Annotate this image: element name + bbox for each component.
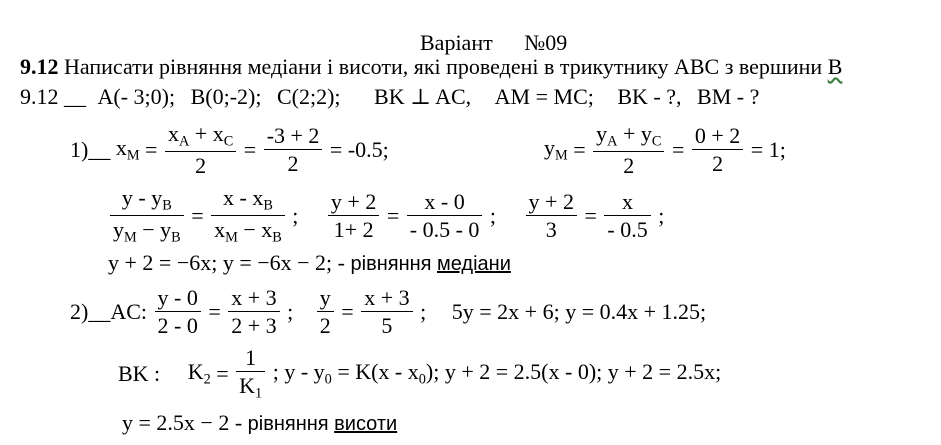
altitude-eq-text: y = 2.5x − 2 -: [122, 410, 243, 435]
median-label: рівняння: [350, 253, 432, 275]
task-number: 9.12: [20, 54, 59, 79]
ac-fraction-2: $\frac{x + 3}{2 + 3}$: [228, 286, 279, 337]
ym-symbol: $y_M$: [544, 135, 568, 164]
bk-slope-symbol: $K_2$: [187, 359, 211, 388]
given-item: BK ⊥ AC,: [374, 84, 472, 109]
given-item: BM - ?: [697, 84, 760, 109]
step2-bk-equations: BK : $K_2$ = $\frac{1}{K_1}$ ; $y - y_0 = K(x - x_0)$; y + 2 = 2.5(x - 0); y + 2 = 2.5x;: [118, 345, 722, 402]
xm-symbol: $x_M$: [115, 135, 140, 164]
ac-fraction-3: $\frac{y}{2}$: [317, 286, 334, 337]
given-item: AM = MC;: [494, 84, 594, 109]
step1-xm-formula: 1)__ $x_M$ = $\frac{x_A + x_C}{2}$ = $\frac{-3 + 2}{2}$ = -0.5;: [70, 121, 389, 179]
bk-label: BK :: [118, 360, 161, 386]
line-general-left: $\frac{y - y_B}{y_M - y_B}$: [110, 186, 184, 246]
given-item: C(2;2);: [276, 84, 341, 109]
line-sub1-left: $\frac{y + 2}{1+ 2}$: [328, 190, 379, 241]
altitude-word: висоти: [334, 413, 398, 435]
step2-ac-equations: 2)__AC: $\frac{y - 0}{2 - 0}$ = $\frac{x + 3}{2 + 3}$ ; $\frac{y}{2}$ = $\frac{x + 3}{5}$ ; 5y = 2x + 6; y = 0.4x + 1.25;: [70, 285, 707, 339]
line-sub2-left: $\frac{y + 2}{3}$: [526, 190, 577, 241]
task-vertex: В: [827, 54, 843, 79]
xm-fraction-numeric: $\frac{-3 + 2}{2}$: [264, 124, 323, 175]
ac-equation-rest: 5y = 2x + 6; y = 0.4x + 1.25;: [451, 298, 707, 324]
given-item: BK - ?,: [617, 84, 682, 109]
step1-label: 1)__: [70, 136, 111, 162]
bk-equation-rest: ; $y - y_0 = K(x - x_0)$; y + 2 = 2.5(x - 0); y + 2 = 2.5x;: [272, 359, 722, 388]
xm-result: = -0.5;: [329, 136, 389, 162]
ym-result: = 1;: [750, 136, 786, 162]
ym-fraction-numeric: $\frac{0 + 2}{2}$: [692, 124, 743, 175]
given-prefix: 9.12 __: [20, 84, 86, 109]
median-equation: [108, 250, 511, 276]
task-text: Написати рівняння медіани і висоти, які проведені в трикутнику АВС з вершини: [64, 54, 823, 79]
task-statement: [20, 54, 842, 80]
given-item: B(0;-2);: [190, 84, 262, 109]
line-sub1-right: $\frac{x - 0}{- 0.5 - 0}$: [407, 190, 483, 241]
variant-number: №09: [524, 30, 568, 55]
altitude-label: рівняння: [247, 413, 329, 435]
median-word: медіани: [437, 253, 511, 275]
given-line: [20, 84, 759, 110]
xm-fraction-symbolic: $\frac{x_A + x_C}{2}$: [165, 122, 236, 177]
ac-fraction-4: $\frac{x + 3}{5}$: [361, 286, 412, 337]
step1-ym-formula: $y_M$ = $\frac{y_A + y_C}{2}$ = $\frac{0 + 2}{2}$ = 1;: [544, 121, 786, 179]
bk-slope-fraction: $\frac{1}{K_1}$: [236, 346, 265, 401]
line-general-right: $\frac{x - x_B}{x_M - x_B}$: [211, 186, 285, 246]
variant-header: [420, 30, 567, 56]
line-sub2-right: $\frac{x}{- 0.5}$: [604, 190, 650, 241]
ym-fraction-symbolic: $\frac{y_A + y_C}{2}$: [593, 122, 664, 177]
median-eq-text: y + 2 = −6x; y = −6x − 2; -: [108, 250, 345, 275]
variant-label: Варіант: [420, 30, 493, 55]
ac-fraction-1: $\frac{y - 0}{2 - 0}$: [155, 286, 201, 337]
step2-label: 2)__AC:: [70, 298, 147, 324]
altitude-equation: [122, 410, 397, 436]
step1-line-equations: $\frac{y - y_B}{y_M - y_B}$ = $\frac{x - x_B}{x_M - x_B}$ ; $\frac{y + 2}{1+ 2}$ = $\frac{x - 0}{- 0.5 - 0}$ ; $\frac{y + 2}{3}$ = $\frac{x}{- 0.5}$ ;: [108, 186, 664, 246]
given-item: A(- 3;0);: [97, 84, 176, 109]
